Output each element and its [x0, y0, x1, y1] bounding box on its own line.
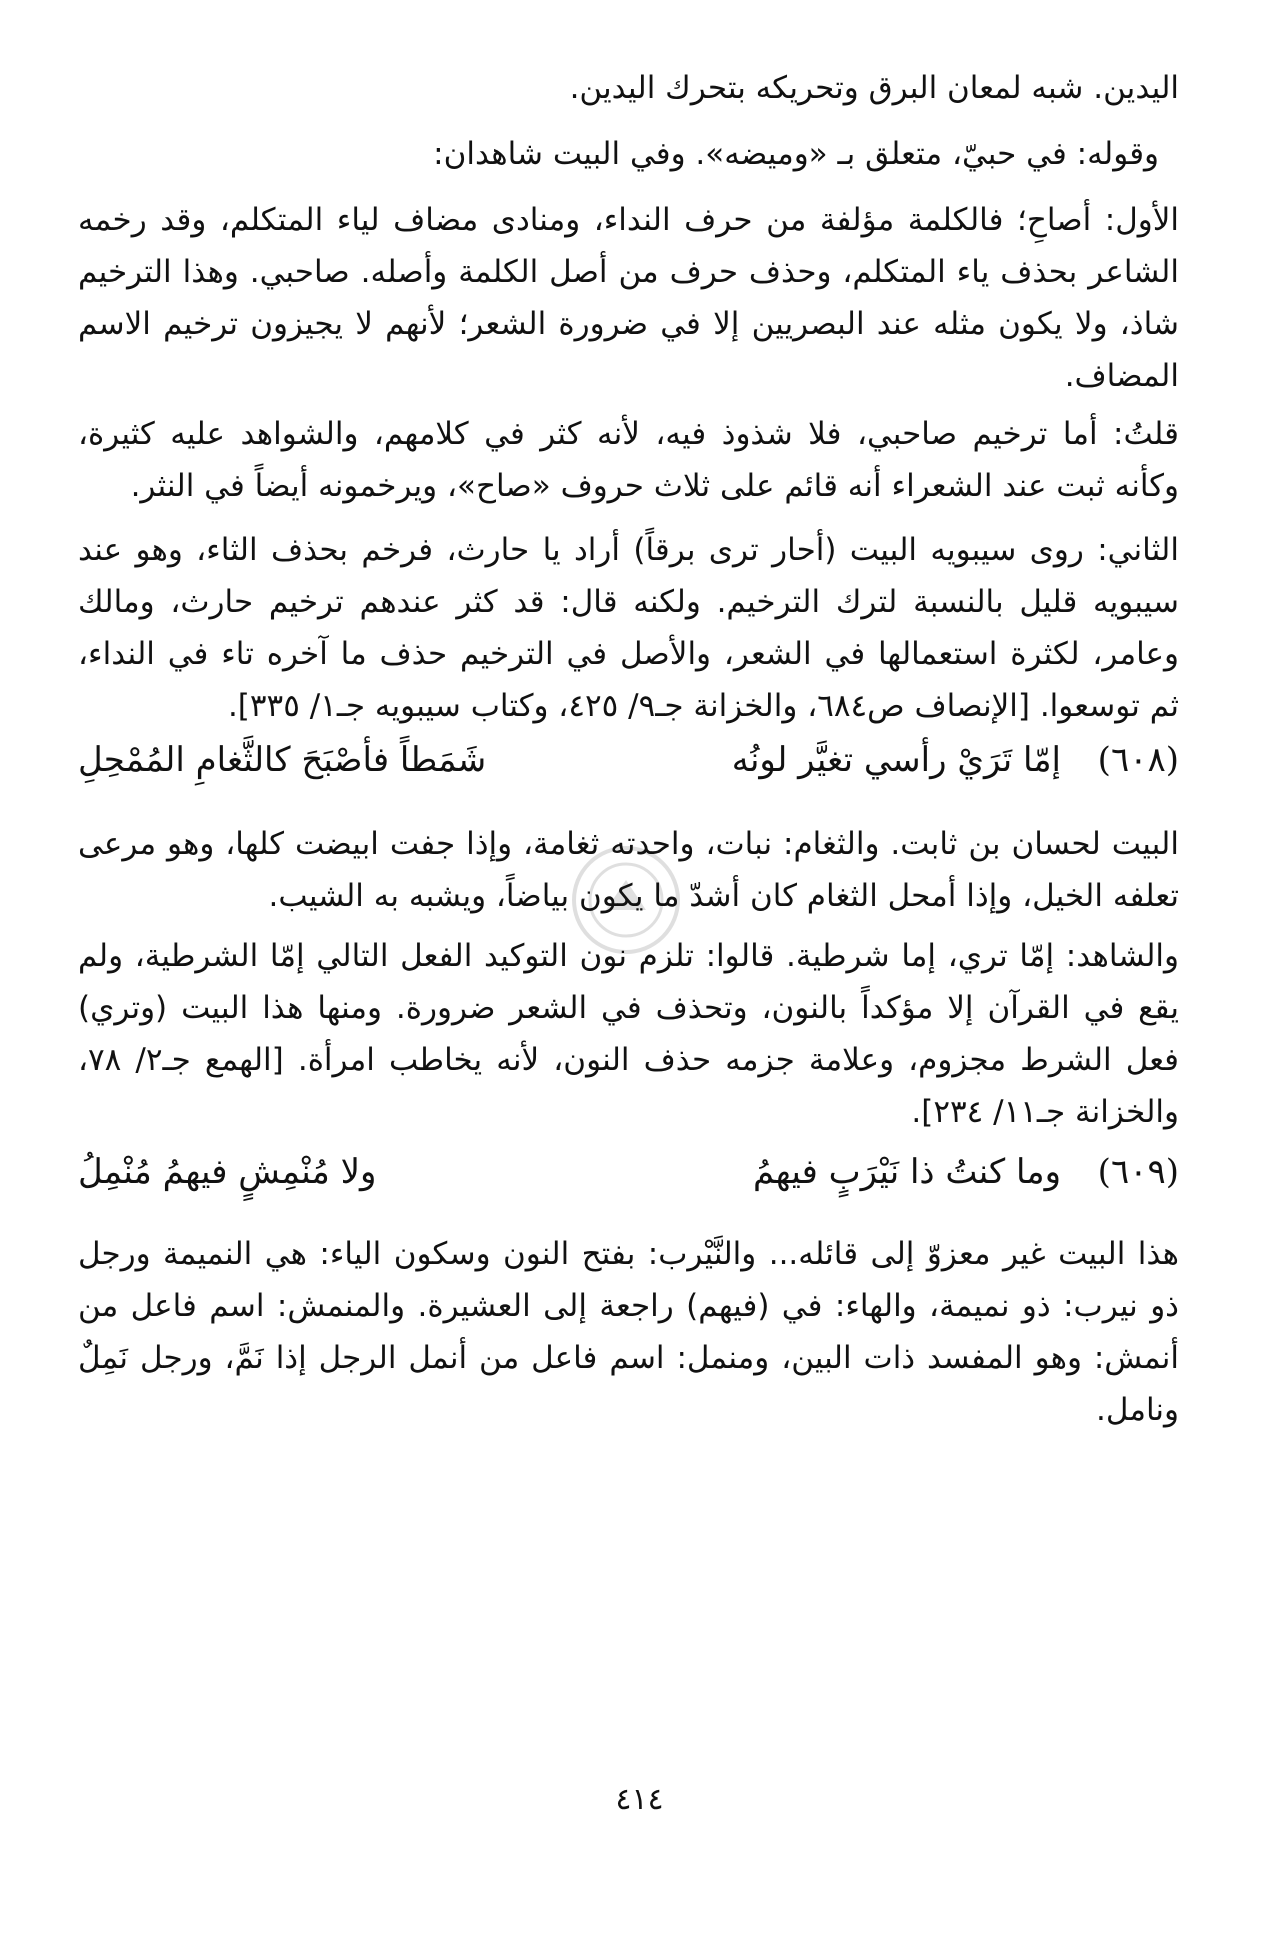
- paragraph-verse608-witness: والشاهد: إمّا تري، إما شرطية. قالوا: تلزم نون التوكيد الفعل التالي إمّا الشرطية، ولم يقع في القرآن إلا مؤكداً بالنون، وتحذف في الشعر ضرورة. ومنها هذا البيت (وتري) فعل الشرط مجزوم، وعلامة جزمه حذف النون، لأنه يخاطب امرأة. [الهمع جـ٢/ ٧٨، والخزانة جـ١١/ ٢٣٤].: [78, 938, 1179, 1130]
- verse-608: [78, 730, 1179, 790]
- paragraph-intro-line: اليدين. شبه لمعان البرق وتحريكه بتحرك اليدين.: [569, 70, 1179, 106]
- paragraph-qawluhu: وقوله: في حبيّ، متعلق بـ «وميضه». وفي البيت شاهدان:: [433, 136, 1159, 172]
- verse-number: (٦٠٩): [1097, 1152, 1179, 1192]
- paragraph-second-witness: الثاني: روى سيبويه البيت (أحار ترى برقاً) أراد يا حارث، فرخم بحذف الثاء، وهو عند سيبويه قليل بالنسبة لترك الترخيم. ولكنه قال: قد كثر عندهم ترخيم حارث، ومالك وعامر، لكثرة استعمالها في الشعر، والأصل في الترخيم حذف ما آخره تاء في النداء، ثم توسعوا. [الإنصاف ص٦٨٤، والخزانة جـ٩/ ٤٢٥، وكتاب سيبويه جـ١/ ٣٣٥].: [78, 532, 1179, 724]
- paragraph-verse608-commentary: البيت لحسان بن ثابت. والثغام: نبات، واحدته ثغامة، وإذا جفت ابيضت كلها، وهو مرعى تعلفه الخيل، وإذا أمحل الثغام كان أشدّ ما يكون بياضاً، ويشبه به الشيب.: [78, 826, 1179, 914]
- verse-hemistich-second: ولا مُنْمِشٍ فيهمُ مُنْمِلُ: [78, 1152, 377, 1192]
- verse-number: (٦٠٨): [1097, 740, 1179, 780]
- paragraph-qultu: قلتُ: أما ترخيم صاحبي، فلا شذوذ فيه، لأنه كثر في كلامهم، والشواهد عليه كثيرة، وكأنه ثبت عند الشعراء أنه قائم على ثلاث حروف «صاح»، ويرخمونه أيضاً في النثر.: [78, 416, 1179, 504]
- verse-hemistich-first: إمّا تَرَيْ رأسي تغيَّر لونُه: [731, 740, 1061, 780]
- page-number: ٤١٤: [615, 1782, 664, 1817]
- paragraph-verse609-commentary: هذا البيت غير معزوّ إلى قائله... والنَّيْرب: بفتح النون وسكون الياء: هي النميمة ورجل ذو نيرب: ذو نميمة، والهاء: في (فيهم) راجعة إلى العشيرة. والمنمش: اسم فاعل من أنمش: وهو المفسد ذات البين، ومنمل: اسم فاعل من أنمل الرجل إذا نَمَّ، ورجل نَمِلٌ ونامل.: [78, 1236, 1179, 1428]
- verse-hemistich-first: وما كنتُ ذا نَيْرَبٍ فيهمُ: [753, 1152, 1061, 1192]
- verse-609: [78, 1142, 1179, 1202]
- paragraph-first-witness: الأول: أصاحِ؛ فالكلمة مؤلفة من حرف النداء، ومنادى مضاف لياء المتكلم، وقد رخمه الشاعر بحذف ياء المتكلم، وحذف حرف من أصل الكلمة وأصله. صاحبي. وهذا الترخيم شاذ، ولا يكون مثله عند البصريين إلا في ضرورة الشعر؛ لأنهم لا يجيزون ترخيم الاسم المضاف.: [78, 202, 1179, 394]
- verse-hemistich-second: شَمَطاً فأصْبَحَ كالثَّغامِ المُمْحِلِ: [78, 740, 487, 780]
